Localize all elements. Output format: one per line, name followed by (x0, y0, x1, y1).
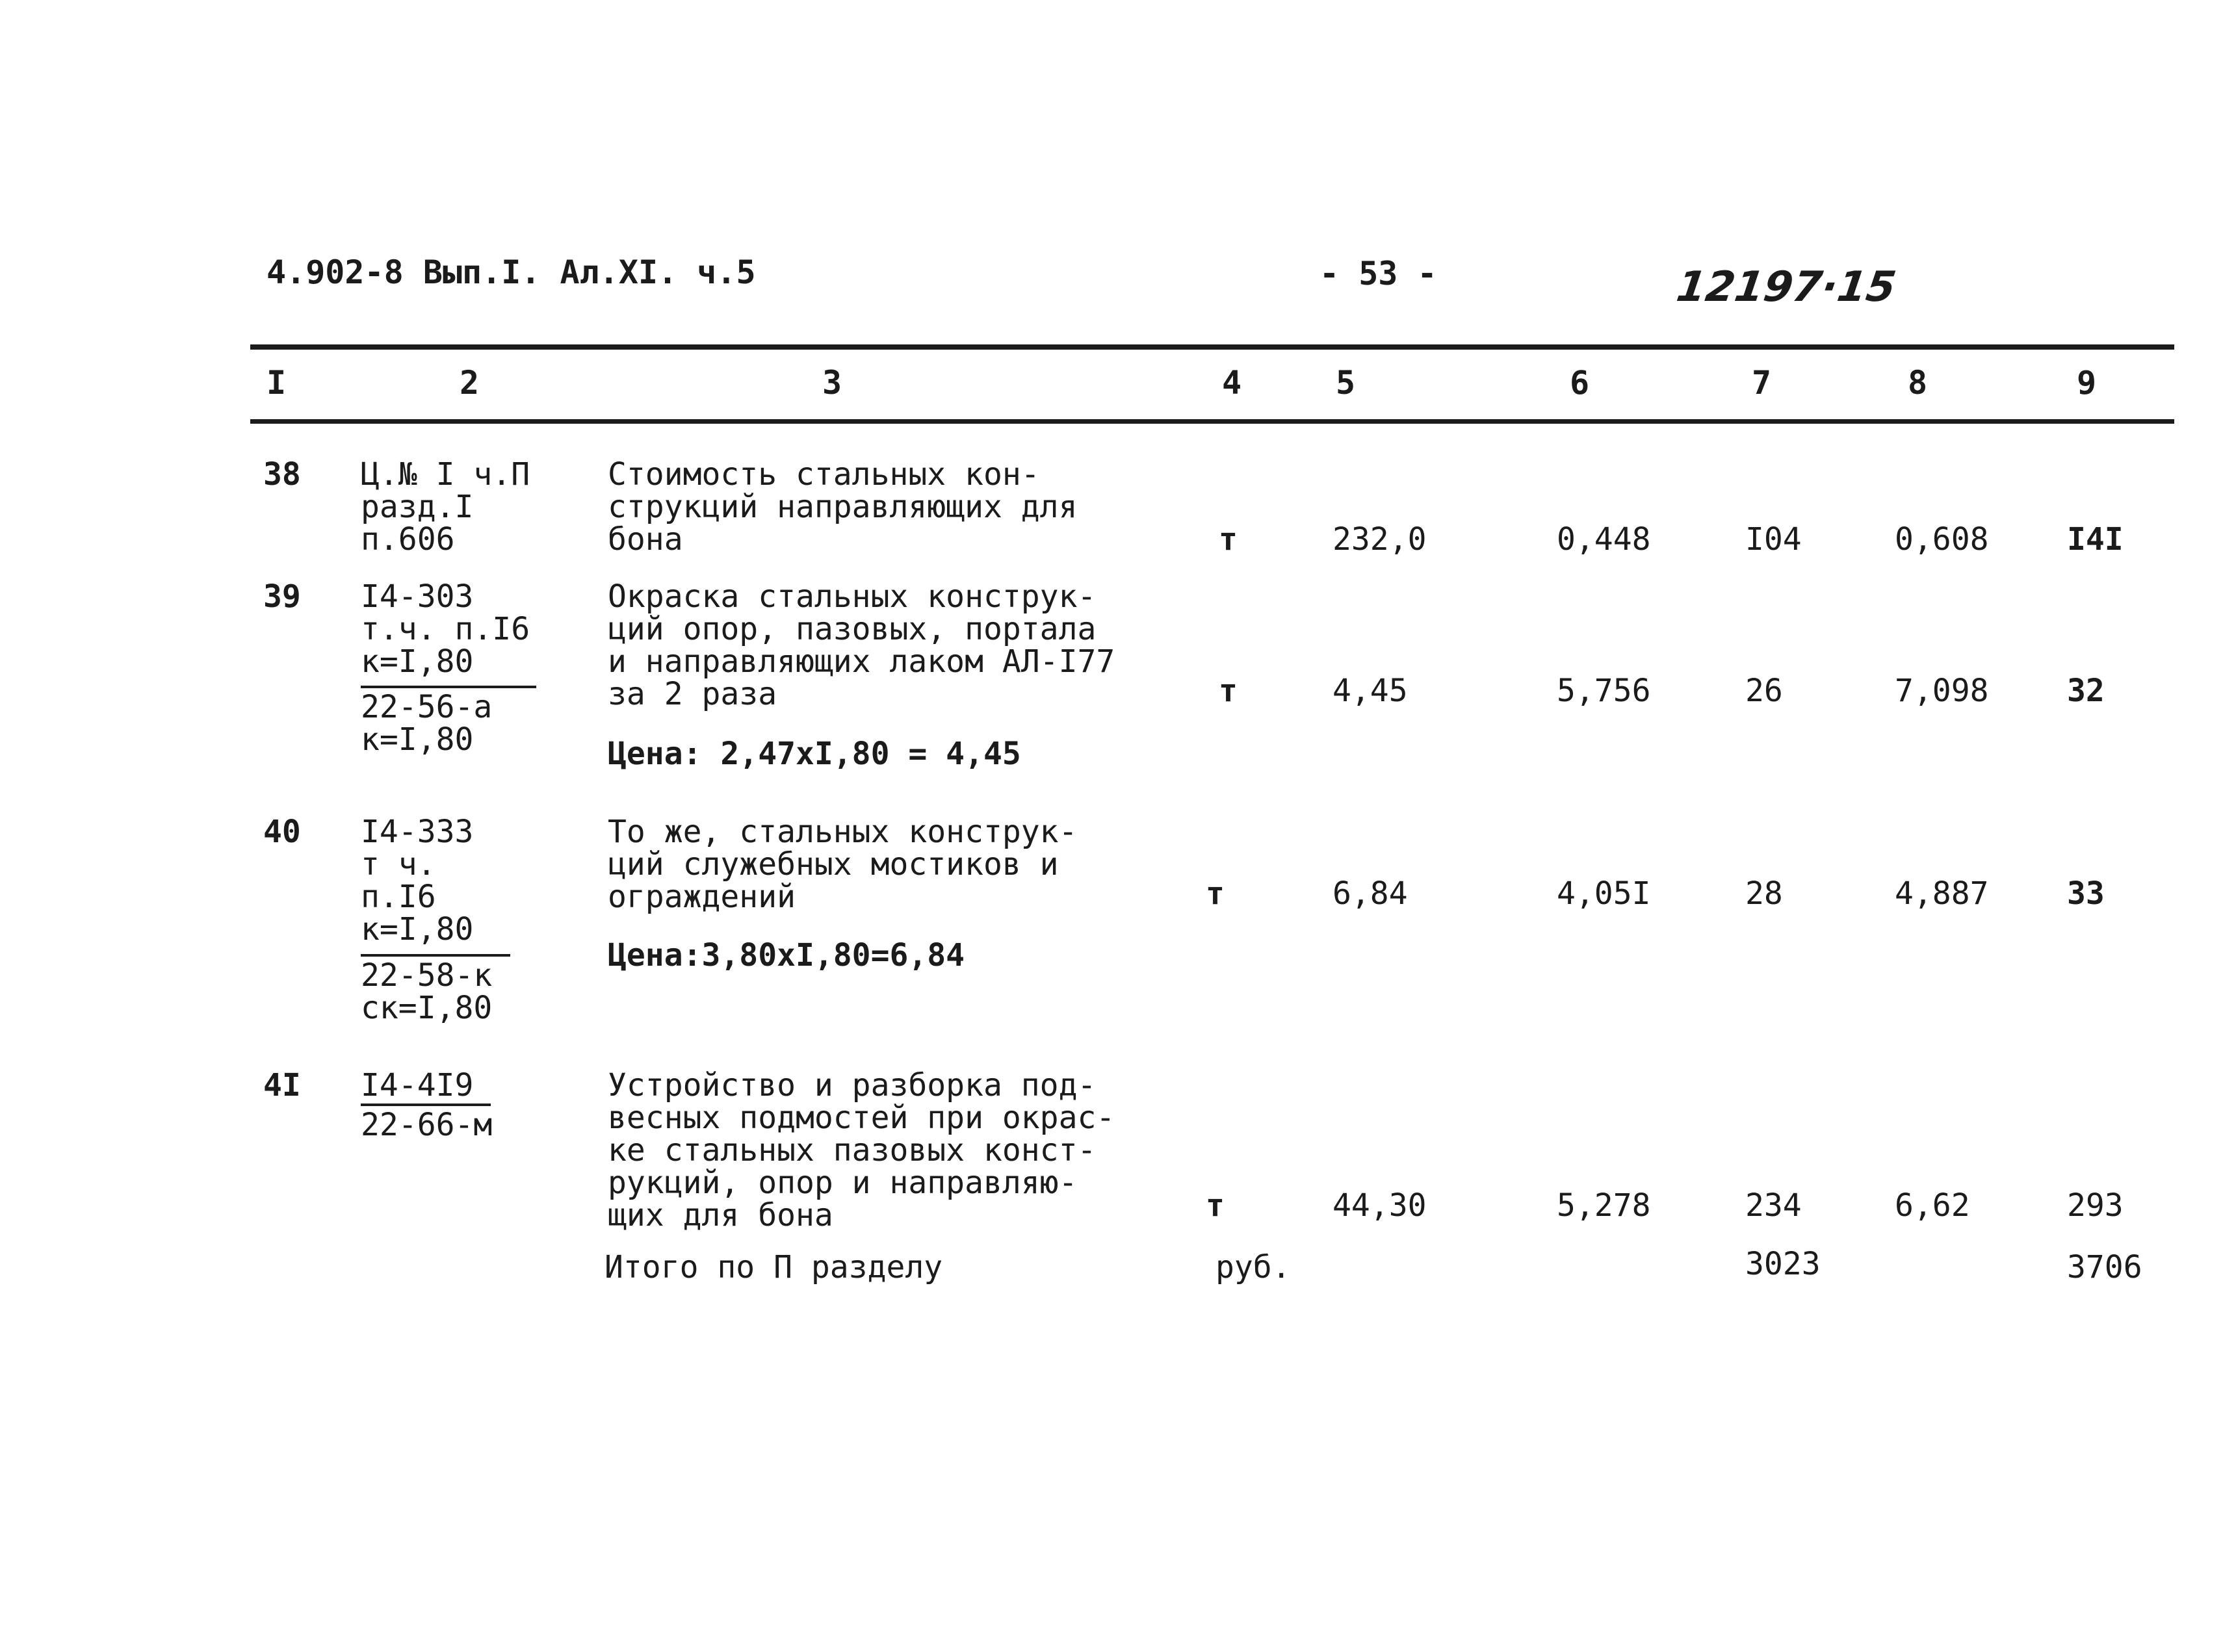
row-col6: 5,756 (1557, 673, 1651, 709)
column-header-1: I (266, 364, 287, 402)
total-unit: руб. (1216, 1249, 1291, 1285)
row-unit: т (1219, 521, 1238, 558)
row-col6: 4,05I (1557, 875, 1651, 912)
row-unit: т (1219, 673, 1238, 709)
row-number: 38 (263, 456, 301, 493)
row-col5: 44,30 (1332, 1187, 1427, 1224)
row-code-sub: 22-66-м (361, 1103, 491, 1141)
column-header-7: 7 (1752, 364, 1772, 402)
row-col9: I4I (2067, 521, 2124, 558)
row-col8: 0,608 (1895, 521, 1989, 558)
column-header-9: 9 (2077, 364, 2097, 402)
row-description: То же, стальных конструк- ций служебных мостиков и ограждений (608, 814, 1078, 915)
row-description: Стоимость стальных кон- струкций направляющих для бона (608, 456, 1078, 558)
row-col6: 0,448 (1557, 521, 1651, 558)
row-col9: 33 (2067, 875, 2105, 912)
row-col9: 293 (2067, 1187, 2124, 1224)
column-header-5: 5 (1336, 364, 1356, 402)
row-number: 4I (263, 1067, 301, 1103)
header-bottom-rule (250, 419, 2174, 424)
row-unit: т (1206, 875, 1225, 912)
row-description: Устройство и разборка под- весных подмостей при окрас- ке стальных пазовых конст- рукций, опор и направляю- щих для бона (608, 1067, 1115, 1233)
row-number: 39 (263, 578, 301, 615)
column-header-6: 6 (1570, 364, 1590, 402)
total-col9: 3706 (2067, 1249, 2142, 1285)
row-description: Окраска стальных конструк- ций опор, пазовых, портала и направляющих лаком АЛ-I77 за 2 раза (608, 578, 1115, 712)
row-col7: 234 (1745, 1187, 1802, 1224)
row-col5: 4,45 (1332, 673, 1408, 709)
column-header-4: 4 (1222, 364, 1242, 402)
column-header-2: 2 (460, 364, 480, 402)
page-number: - 53 - (1320, 255, 1437, 292)
row-col8: 6,62 (1895, 1187, 1970, 1224)
handwritten-stamp: 12197·15 (1673, 263, 1899, 311)
row-col8: 4,887 (1895, 875, 1989, 912)
row-code: I4-4I9 (361, 1067, 474, 1103)
row-col5: 232,0 (1332, 521, 1427, 558)
row-code: I4-303 т.ч. п.I6 к=I,80 (361, 578, 530, 680)
row-col7: I04 (1745, 521, 1802, 558)
document-code: 4.902-8 Вып.I. Ал.XI. ч.5 (266, 253, 756, 291)
row-code: I4-333 т ч. п.I6 к=I,80 (361, 814, 474, 948)
row-code-sub: 22-56-а к=I,80 (361, 686, 536, 756)
header-top-rule (250, 344, 2174, 350)
row-code-sub: 22-58-к ск=I,80 (361, 954, 510, 1024)
total-col7: 3023 (1745, 1246, 1821, 1282)
row-price-note: Цена: 2,47хI,80 = 4,45 (608, 736, 1021, 772)
column-header-8: 8 (1908, 364, 1928, 402)
row-col8: 7,098 (1895, 673, 1989, 709)
row-col6: 5,278 (1557, 1187, 1651, 1224)
row-unit: т (1206, 1187, 1225, 1224)
row-col9: 32 (2067, 673, 2105, 709)
row-col7: 28 (1745, 875, 1783, 912)
row-code: Ц.№ I ч.П разд.I п.606 (361, 456, 530, 558)
total-label: Итого по П разделу (604, 1249, 943, 1285)
row-price-note: Цена:3,80хI,80=6,84 (608, 937, 965, 974)
row-col5: 6,84 (1332, 875, 1408, 912)
row-col7: 26 (1745, 673, 1783, 709)
column-header-3: 3 (822, 364, 842, 402)
row-number: 40 (263, 814, 301, 850)
